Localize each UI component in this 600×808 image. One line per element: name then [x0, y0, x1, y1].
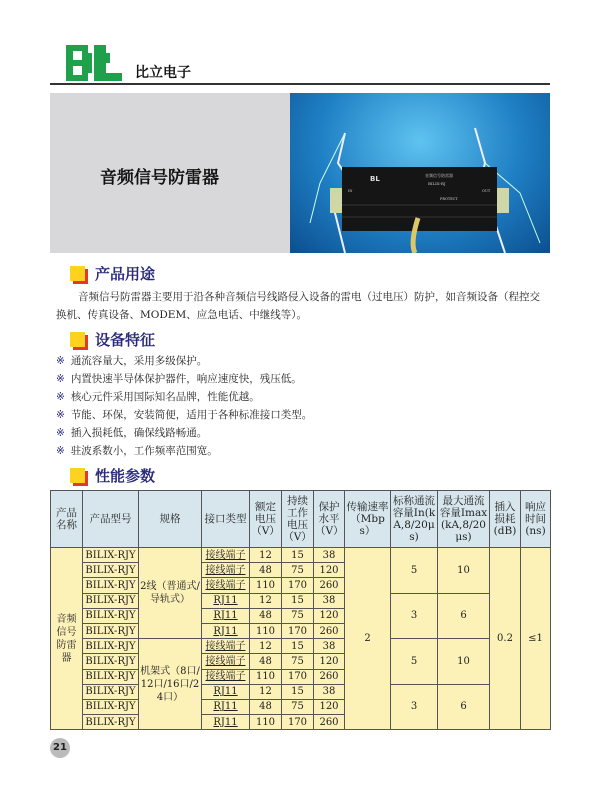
insertion-loss-cell: 0.2: [490, 548, 521, 730]
model-cell: BILIX-RJY: [83, 715, 139, 730]
interface-cell: 接线端子: [202, 639, 250, 654]
feature-text: 内置快速半导体保护器件，响应速度快，残压低。: [70, 373, 302, 385]
feature-text: 核心元件采用国际知名品牌，性能优越。: [70, 391, 260, 403]
model-cell: BILIX-RJY: [83, 623, 139, 638]
feature-list: [56, 352, 550, 460]
interface-cell: 接线端子: [202, 654, 250, 669]
table-cell: 120: [314, 699, 345, 714]
table-header-row: [51, 491, 551, 548]
column-header: 额定电压（V）: [250, 491, 282, 548]
interface-cell: 接线端子: [202, 669, 250, 684]
response-time-cell: ≤1: [521, 548, 551, 730]
svg-text:IN: IN: [348, 189, 353, 193]
model-cell: BILIX-RJY: [83, 548, 139, 563]
section-params-heading: [70, 464, 550, 486]
heading-text: 设备特征: [95, 330, 156, 349]
column-header: 接口类型: [202, 491, 250, 548]
model-cell: BILIX-RJY: [83, 608, 139, 623]
feature-item: [56, 352, 550, 370]
nominal-current-cell: 3: [391, 593, 438, 639]
interface-cell: 接线端子: [202, 548, 250, 563]
table-cell: 110: [250, 578, 282, 593]
svg-text:PROTECT: PROTECT: [440, 197, 458, 201]
model-cell: BILIX-RJY: [83, 699, 139, 714]
reference-mark-icon: ※: [56, 391, 65, 403]
interface-cell: 接线端子: [202, 563, 250, 578]
company-logo: [66, 45, 122, 81]
max-current-cell: 10: [438, 548, 490, 594]
feature-text: 节能、环保，安装简便，适用于各种标准接口类型。: [70, 409, 313, 421]
model-cell: BILIX-RJY: [83, 563, 139, 578]
table-cell: 110: [250, 715, 282, 730]
heading-text: 性能参数: [95, 466, 156, 485]
content-flow: [50, 262, 550, 758]
table-cell: 170: [282, 715, 314, 730]
max-current-cell: 6: [438, 593, 490, 639]
rate-cell: 2: [345, 548, 391, 730]
column-header: 最大通流容量Imax(kA,8/20μs): [438, 491, 490, 548]
feature-item: [56, 406, 550, 424]
interface-cell: RJ11: [202, 684, 250, 699]
reference-mark-icon: ※: [56, 427, 65, 439]
table-cell: 38: [314, 548, 345, 563]
model-cell: BILIX-RJY: [83, 669, 139, 684]
table-row: [51, 548, 551, 563]
column-header: 标称通流容量In(kA,8/20μs): [391, 491, 438, 548]
feature-text: 驻波系数小，工作频率范围宽。: [70, 445, 218, 457]
feature-item: [56, 442, 550, 460]
table-row: [51, 593, 551, 608]
nominal-current-cell: 5: [391, 548, 438, 594]
table-cell: 75: [282, 699, 314, 714]
nominal-current-cell: 3: [391, 684, 438, 730]
table-cell: 75: [282, 654, 314, 669]
table-cell: 12: [250, 593, 282, 608]
brand-name: 比立电子: [135, 65, 191, 81]
model-cell: BILIX-RJY: [83, 593, 139, 608]
feature-item: [56, 424, 550, 442]
table-cell: 48: [250, 563, 282, 578]
table-cell: 260: [314, 623, 345, 638]
model-cell: BILIX-RJY: [83, 654, 139, 669]
feature-item: [56, 370, 550, 388]
table-cell: 170: [282, 578, 314, 593]
column-header: 持续工作电压（V）: [282, 491, 314, 548]
feature-text: 插入损耗低，确保线路畅通。: [70, 427, 208, 439]
page-title: 音频信号防雷器: [100, 168, 219, 188]
table-cell: 170: [282, 623, 314, 638]
table-cell: 75: [282, 608, 314, 623]
table-cell: 260: [314, 669, 345, 684]
interface-cell: RJ11: [202, 608, 250, 623]
max-current-cell: 10: [438, 639, 490, 685]
section-features-heading: [70, 328, 550, 350]
reference-mark-icon: ※: [56, 445, 65, 457]
table-cell: 260: [314, 715, 345, 730]
table-cell: 120: [314, 608, 345, 623]
reference-mark-icon: ※: [56, 373, 65, 385]
svg-text:OUT: OUT: [482, 189, 491, 193]
table-cell: 12: [250, 684, 282, 699]
bullet-square-icon: [70, 332, 85, 347]
column-header: 产品型号: [83, 491, 139, 548]
table-cell: 38: [314, 639, 345, 654]
spec-cell: 机架式（8口/12口/16口/24口）: [139, 639, 202, 730]
product-name-cell: 音频信号防雷器: [51, 548, 83, 730]
usage-paragraph: 音频信号防雷器主要用于沿各种音频信号线路侵入设备的雷电（过电压）防护，如音频设备（程控交换机、传真设备、MODEM、应急电话、中继线等）。: [56, 291, 540, 321]
header-divider: [50, 83, 550, 85]
bullet-square-icon: [70, 468, 85, 483]
table-cell: 15: [282, 684, 314, 699]
page-number: 21: [50, 738, 70, 758]
model-cell: BILIX-RJY: [83, 639, 139, 654]
reference-mark-icon: ※: [56, 355, 65, 367]
model-cell: BILIX-RJY: [83, 684, 139, 699]
column-header: 响应时间(ns): [521, 491, 551, 548]
table-cell: 48: [250, 699, 282, 714]
table-cell: 260: [314, 578, 345, 593]
heading-text: 产品用途: [95, 264, 156, 283]
column-header: 规格: [139, 491, 202, 548]
feature-text: 通流容量大，采用多级保护。: [70, 355, 208, 367]
reference-mark-icon: ※: [56, 409, 65, 421]
interface-cell: RJ11: [202, 715, 250, 730]
spec-cell: 2线（普通式/导轨式）: [139, 548, 202, 639]
table-cell: 38: [314, 593, 345, 608]
interface-cell: 接线端子: [202, 578, 250, 593]
table-cell: 38: [314, 684, 345, 699]
interface-cell: RJ11: [202, 593, 250, 608]
table-cell: 12: [250, 548, 282, 563]
table-cell: 110: [250, 669, 282, 684]
section-usage-heading: [70, 262, 550, 284]
feature-item: [56, 388, 550, 406]
interface-cell: RJ11: [202, 699, 250, 714]
table-row: [51, 639, 551, 654]
table-cell: 110: [250, 623, 282, 638]
product-photo: [290, 93, 550, 253]
column-header: 插入损耗(dB): [490, 491, 521, 548]
svg-text:音频信号防雷器: 音频信号防雷器: [425, 173, 453, 178]
svg-text:BILIX-RJ: BILIX-RJ: [428, 181, 446, 186]
table-cell: 12: [250, 639, 282, 654]
svg-text:BL: BL: [370, 175, 380, 183]
nominal-current-cell: 5: [391, 639, 438, 685]
table-cell: 15: [282, 548, 314, 563]
column-header: 产品名称: [51, 491, 83, 548]
table-cell: 120: [314, 563, 345, 578]
max-current-cell: 6: [438, 684, 490, 730]
table-cell: 75: [282, 563, 314, 578]
table-cell: 48: [250, 654, 282, 669]
table-cell: 15: [282, 593, 314, 608]
table-cell: 15: [282, 639, 314, 654]
model-cell: BILIX-RJY: [83, 578, 139, 593]
table-cell: 170: [282, 669, 314, 684]
spec-table: [50, 490, 551, 730]
bullet-square-icon: [70, 266, 85, 281]
table-row: [51, 684, 551, 699]
table-cell: 120: [314, 654, 345, 669]
column-header: 传输速率（Mbps）: [345, 491, 391, 548]
table-cell: 48: [250, 608, 282, 623]
column-header: 保护水平（V）: [314, 491, 345, 548]
interface-cell: RJ11: [202, 623, 250, 638]
